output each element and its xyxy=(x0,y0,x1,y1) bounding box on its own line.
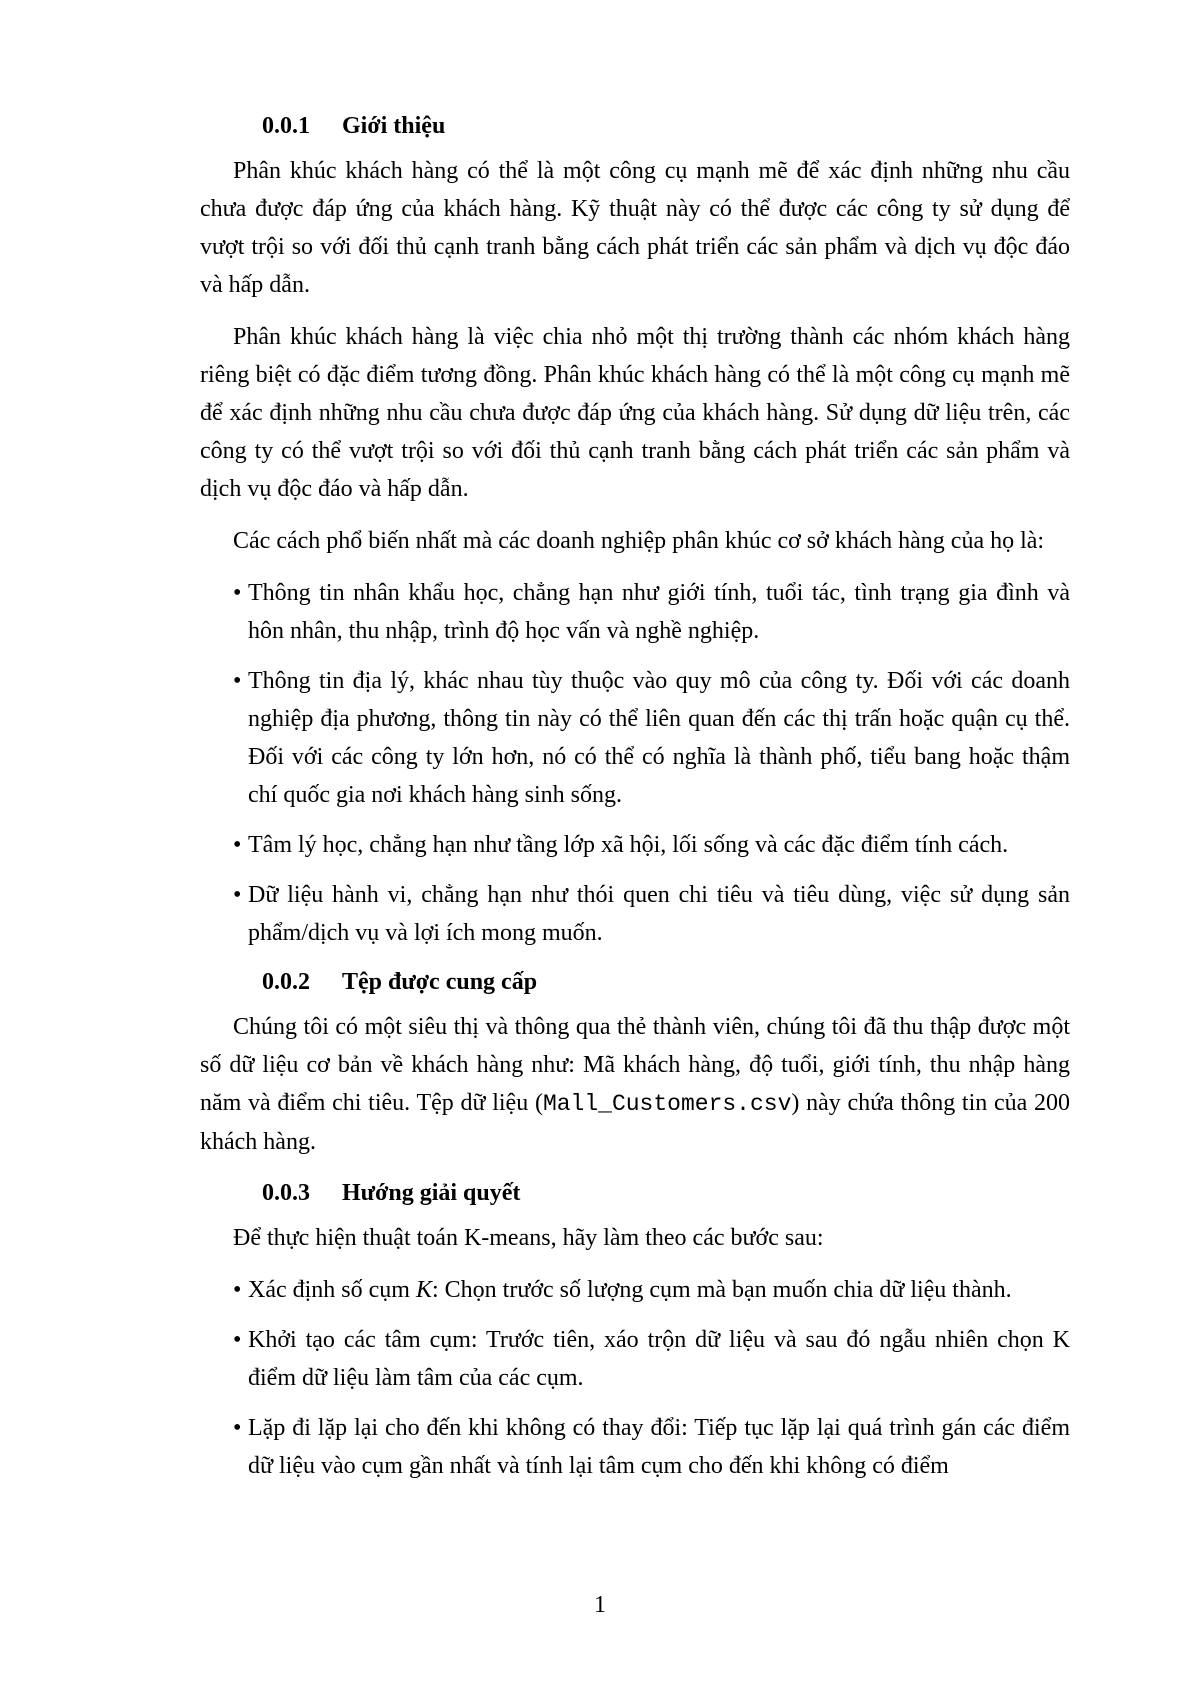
filename: Mall_Customers.csv xyxy=(542,1091,792,1117)
paragraph-dataset xyxy=(200,1008,1070,1161)
paragraph: Các cách phổ biến nhất mà các doanh nghiệp phân khúc cơ sở khách hàng của họ là: xyxy=(233,528,1045,554)
bullet-icon: • xyxy=(233,668,242,694)
list-item xyxy=(200,1409,1070,1485)
list-item-text: : Chọn trước số lượng cụm mà bạn muốn chia dữ liệu thành. xyxy=(431,1277,1012,1303)
section-number: 0.0.1 xyxy=(262,113,310,139)
section-number: 0.0.3 xyxy=(262,1180,310,1206)
section-number: 0.0.2 xyxy=(262,969,310,995)
section-heading-approach xyxy=(262,1175,1070,1211)
bullet-icon: • xyxy=(233,1327,242,1353)
bullet-icon: • xyxy=(233,832,242,858)
bullet-icon: • xyxy=(233,580,242,606)
section-heading-intro xyxy=(262,108,1070,144)
paragraph: Phân khúc khách hàng có thể là một công cụ mạnh mẽ để xác định những nhu cầu chưa được đáp ứng của khách hàng. Kỹ thuật này có thể được các công ty sử dụng để vượt trội so với đối thủ cạnh tranh bằng cách phát triển các sản phẩm và dịch vụ độc đáo và hấp dẫn. xyxy=(200,158,1070,298)
section-title: Tệp được cung cấp xyxy=(342,969,538,995)
list-item-text: Khởi tạo các tâm cụm: Trước tiên, xáo trộn dữ liệu và sau đó ngẫu nhiên chọn K điểm dữ liệu làm tâm của các cụm. xyxy=(248,1327,1070,1391)
section-title: Giới thiệu xyxy=(342,113,446,139)
list-item-text: Thông tin nhân khẩu học, chẳng hạn như giới tính, tuổi tác, tình trạng gia đình và hôn nhân, thu nhập, trình độ học vấn và nghề nghiệp. xyxy=(248,580,1070,644)
bullet-list-segmentation xyxy=(200,574,1070,952)
list-item-text: Tâm lý học, chẳng hạn như tầng lớp xã hội, lối sống và các đặc điểm tính cách. xyxy=(248,832,1009,858)
bullet-icon: • xyxy=(233,882,242,908)
section-title: Hướng giải quyết xyxy=(342,1180,521,1206)
bullet-icon: • xyxy=(233,1277,242,1303)
list-item xyxy=(200,826,1070,864)
bullet-list-kmeans-steps xyxy=(200,1271,1070,1485)
list-item-text: Lặp đi lặp lại cho đến khi không có thay đổi: Tiếp tục lặp lại quá trình gán các điểm dữ liệu vào cụm gần nhất và tính lại tâm cụm cho đến khi không có điểm xyxy=(248,1415,1070,1479)
bullet-icon: • xyxy=(233,1415,242,1441)
list-item xyxy=(200,1271,1070,1309)
list-item-text: Xác định số cụm xyxy=(248,1277,416,1303)
list-item xyxy=(200,662,1070,814)
paragraph-text: Chúng tôi có một siêu thị và thông qua thẻ thành viên, chúng tôi đã thu thập được một số dữ liệu cơ bản về khách hàng như: Mã khách hàng, độ tuổi, giới tính, thu nhập hàng năm và điểm chi tiêu. Tệp dữ liệu ( xyxy=(200,1014,1070,1116)
list-item xyxy=(200,574,1070,650)
paragraph: Để thực hiện thuật toán K-means, hãy làm theo các bước sau: xyxy=(233,1225,824,1251)
list-item xyxy=(200,1321,1070,1397)
list-item-text: Thông tin địa lý, khác nhau tùy thuộc vào quy mô của công ty. Đối với các doanh nghiệp địa phương, thông tin này có thể liên quan đến các thị trấn hoặc quận cụ thể. Đối với các công ty lớn hơn, nó có thể có nghĩa là thành phố, tiểu bang hoặc thậm chí quốc gia nơi khách hàng sinh sống. xyxy=(248,668,1070,808)
page-content xyxy=(200,108,1070,1497)
list-item xyxy=(200,876,1070,952)
math-variable: K xyxy=(415,1277,432,1303)
list-item-text: Dữ liệu hành vi, chẳng hạn như thói quen chi tiêu và tiêu dùng, việc sử dụng sản phẩm/dịch vụ và lợi ích mong muốn. xyxy=(248,882,1070,946)
section-heading-files xyxy=(262,964,1070,1000)
page-number: 1 xyxy=(594,1592,606,1618)
paragraph: Phân khúc khách hàng là việc chia nhỏ một thị trường thành các nhóm khách hàng riêng biệt có đặc điểm tương đồng. Phân khúc khách hàng có thể là một công cụ mạnh mẽ để xác định những nhu cầu chưa được đáp ứng của khách hàng. Sử dụng dữ liệu trên, các công ty có thể vượt trội so với đối thủ cạnh tranh bằng cách phát triển các sản phẩm và dịch vụ độc đáo và hấp dẫn. xyxy=(200,324,1070,502)
paragraph-text: ) này chứa thông tin của 200 khách hàng. xyxy=(200,1090,1071,1155)
